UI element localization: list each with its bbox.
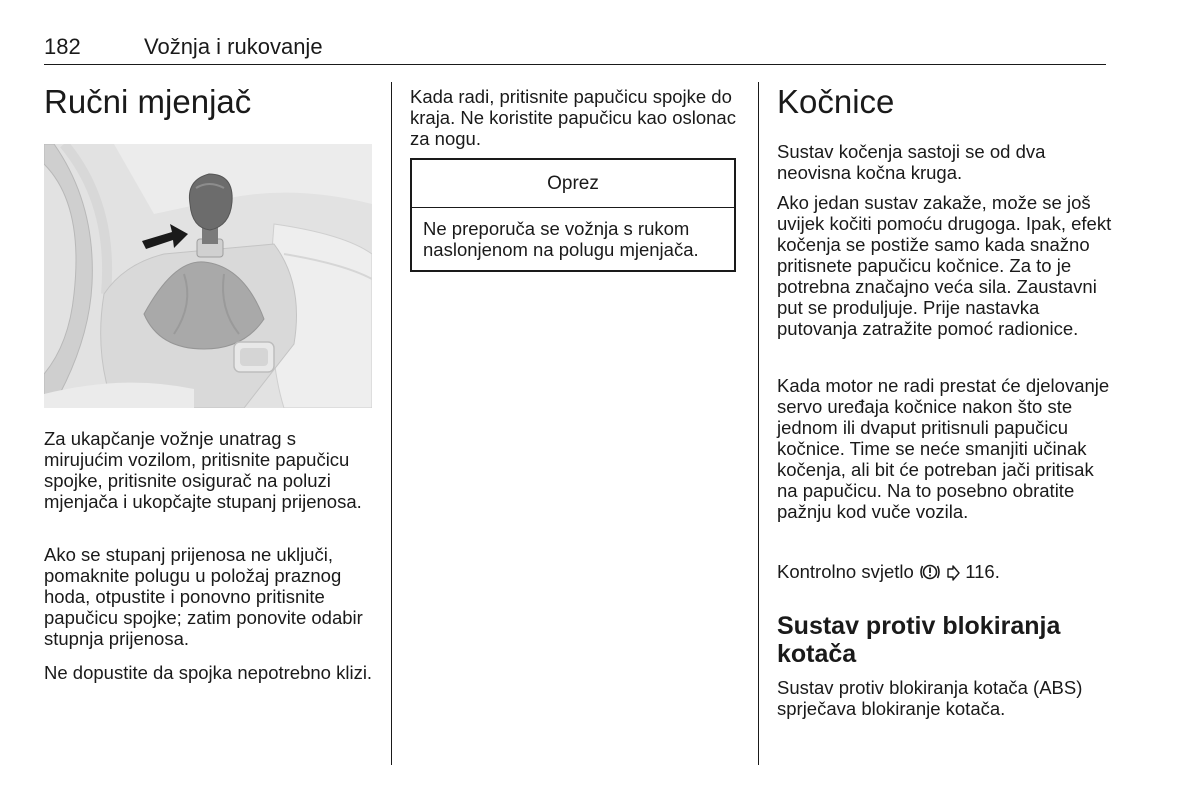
brakes-paragraph-3: Kada motor ne radi prestat će djelovanje servo uređaja kočnice nakon što ste jednom ili dvaput pritisnuli papučicu kočnice. Time se neće smanjiti učinak kočenja, ali bit će potreban jači pritisak na papučicu. Na to posebno obratite pažnju kod vuče vozila. [777,375,1110,522]
brakes-heading: Kočnice [777,83,895,120]
page-number: 182 [44,34,81,59]
column-divider-1 [391,82,392,765]
caution-text: Ne preporuča se vožnja s rukom naslonjenom na polugu mjenjača. [423,218,699,260]
column-divider-2 [758,82,759,765]
caution-title: Oprez [412,160,734,208]
manual-gearbox-paragraph-4: Kada radi, pritisnite papučicu spojke do kraja. Ne koristite papučicu kao oslonac za nogu. [410,86,736,149]
page-header [44,34,1106,65]
gear-shift-lever-illustration [44,144,372,408]
reference-prefix: Kontrolno svjetlo [777,561,914,582]
section-title: Vožnja i rukovanje [144,34,323,59]
manual-gearbox-paragraph-2: Ako se stupanj prijenosa ne uključi, pomaknite polugu u položaj praznog hoda, otpustite i ponovno pritisnite papučicu spojke; zatim ponovite odabir stupnja prijenosa. [44,544,363,649]
brakes-paragraph-2: Ako jedan sustav zakaže, može se još uvijek kočiti pomoću drugoga. Ipak, efekt kočenja se postiže samo kada snažno pritisnete papučicu kočnice. Za to je potrebna značajno veća sila. Zaustavni put se produljuje. Prije nastavka putovanja zatražite pomoć radionice. [777,192,1112,339]
page-reference-arrow-icon [946,564,960,585]
brake-warning-icon [919,563,941,585]
caution-box [410,158,736,272]
brakes-paragraph-1: Sustav kočenja sastoji se od dva neovisna kočna kruga. [777,141,1046,183]
abs-heading: Sustav protiv blokiranja kotača [777,612,1061,668]
reference-page-number: 116. [965,561,1000,582]
manual-gearbox-heading: Ručni mjenjač [44,83,252,120]
abs-paragraph-1: Sustav protiv blokiranja kotača (ABS) sprječava blokiranje kotača. [777,677,1083,719]
brake-warning-reference [777,561,1117,585]
manual-gearbox-paragraph-1: Za ukapčanje vožnje unatrag s mirujućim vozilom, pritisnite papučicu spojke, pritisnite osigurač na poluzi mjenjača i ukopčajte stupanj prijenosa. [44,428,362,512]
manual-gearbox-paragraph-3: Ne dopustite da spojka nepotrebno klizi. [44,662,373,683]
